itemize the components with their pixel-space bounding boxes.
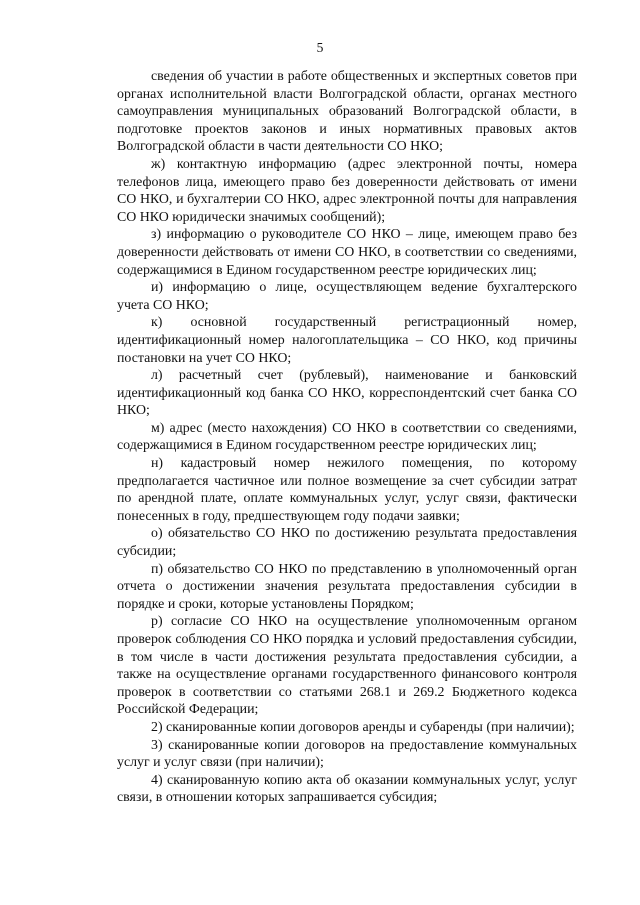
paragraph-3-utility-contracts: 3) сканированные копии договоров на предоставление коммунальных услуг и услуг связи (при наличии); (117, 737, 577, 771)
paragraph-2-lease-copies: 2) сканированные копии договоров аренды и субаренды (при наличии); (151, 719, 575, 735)
document-body (117, 68, 577, 807)
paragraph-p-report-obligation: п) обязательство СО НКО по представлению в уполномоченный орган отчета о достижении значения результата предоставления субсидии в порядке и сроки, которые установлены Порядком; (117, 561, 577, 612)
paragraph-i-accountant-info: и) информацию о лице, осуществляющем ведение бухгалтерского учета СО НКО; (117, 280, 577, 313)
paragraph-k-registration-numbers: к) основной государственный регистрационный номер, идентификационный номер налогоплательщика – СО НКО, код причины постановки на учет СО НКО; (117, 315, 577, 366)
paragraph-participation-info: сведения об участии в работе общественных и экспертных советов при органах исполнительной власти Волгоградской области, органах местного самоуправления муниципальных образований Волгоградской области, в подготовке проектов законов и иных нормативных правовых актов Волгоградской области в части деятельности СО НКО; (117, 69, 577, 155)
paragraph-o-result-obligation: о) обязательство СО НКО по достижению результата предоставления субсидии; (117, 526, 577, 560)
paragraph-zh-contact-info: ж) контактную информацию (адрес электронной почты, номера телефонов лица, имеющего право без доверенности действовать от имени СО НКО, и бухгалтерии СО НКО, адрес электронной почты для направления СО НКО юридически значимых сообщений); (117, 156, 577, 225)
paragraph-z-director-info: з) информацию о руководителе СО НКО – лице, имеющем право без доверенности действовать от имени СО НКО, в соответствии со сведениями, содержащимися в Едином государственном реестре юридических лиц; (117, 227, 577, 278)
paragraph-n-cadastral-number: н) кадастровый номер нежилого помещения, по которому предполагается частичное или полное возмещение за счет субсидии затрат по арендной плате, оплате коммунальных услуг, услуг связи, фактически понесенных в году, предшествующем году подачи заявки; (117, 456, 577, 524)
paragraph-4-services-act: 4) сканированную копию акта об оказании коммунальных услуг, услуг связи, в отношении которых запрашивается субсидия; (117, 772, 577, 806)
paragraph-m-address: м) адрес (место нахождения) СО НКО в соответствии со сведениями, содержащимися в Едином государственном реестре юридических лиц; (117, 420, 577, 454)
paragraph-r-inspection-consent: р) согласие СО НКО на осуществление уполномоченным органом проверок соблюдения СО НКО порядка и условий предоставления субсидии, в том числе в части достижения результата предоставления субсидии, а также на осуществление органами государственного финансового контроля проверок в соответствии со статьями 268.1 и 269.2 Бюджетного кодекса Российской Федерации; (117, 614, 577, 718)
paragraph-l-bank-details: л) расчетный счет (рублевый), наименование и банковский идентификационный код банка СО НКО, корреспондентский счет банка СО НКО; (117, 368, 577, 419)
page-number: 5 (316, 40, 324, 55)
